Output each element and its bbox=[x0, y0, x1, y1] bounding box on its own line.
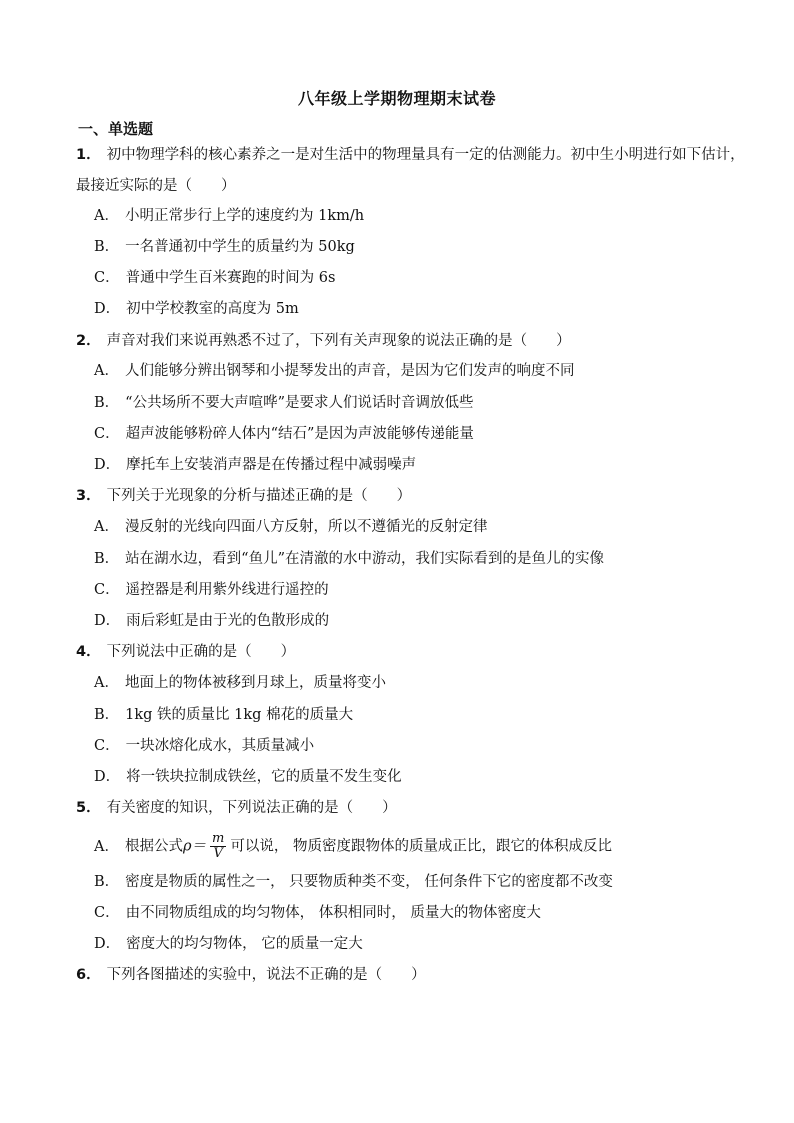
question-number: 1． bbox=[76, 147, 101, 163]
option-text: 初中学校教室的高度为 5m bbox=[126, 301, 299, 317]
option-3c bbox=[94, 580, 754, 600]
option-letter: D． bbox=[94, 936, 121, 952]
option-2d bbox=[94, 455, 754, 475]
question-text: 有关密度的知识，下列说法正确的是（ ） bbox=[106, 800, 397, 816]
option-4c bbox=[94, 736, 754, 756]
option-text: 超声波能够粉碎人体内“结石”是因为声波能够传递能量 bbox=[125, 426, 474, 442]
option-text: 由不同物质组成的均匀物体， 体积相同时， 质量大的物体密度大 bbox=[125, 905, 541, 921]
option-text: 1kg 铁的质量比 1kg 棉花的质量大 bbox=[125, 707, 354, 723]
section-heading: 一、单选题 bbox=[78, 120, 154, 138]
option-4a bbox=[94, 673, 754, 693]
option-text: 雨后彩虹是由于光的色散形成的 bbox=[126, 613, 330, 629]
option-5d bbox=[94, 934, 754, 954]
option-text: 人们能够分辨出钢琴和小提琴发出的声音，是因为它们发声的响度不同 bbox=[124, 363, 575, 379]
question-5 bbox=[76, 793, 756, 824]
option-4d bbox=[94, 767, 754, 787]
option-text: 站在湖水边，看到“鱼儿”在清澈的水中游动，我们实际看到的是鱼儿的实像 bbox=[125, 551, 604, 567]
formula-rho: ρ＝ bbox=[182, 838, 207, 855]
option-3d bbox=[94, 611, 754, 631]
question-text: 初中物理学科的核心素养之一是对生活中的物理量具有一定的估测能力。初中生小明进行如下估计， bbox=[106, 147, 745, 163]
option-letter: A． bbox=[94, 519, 119, 535]
option-letter: C． bbox=[94, 738, 120, 754]
fraction-numerator: m bbox=[212, 831, 225, 846]
page-title: 八年级上学期物理期末试卷 bbox=[297, 89, 496, 108]
question-text: 声音对我们来说再熟悉不过了，下列有关声现象的说法正确的是（ ） bbox=[106, 333, 571, 349]
option-text: 地面上的物体被移到月球上，质量将变小 bbox=[124, 675, 386, 691]
option-letter: D． bbox=[94, 769, 121, 785]
option-letter: B． bbox=[94, 239, 120, 255]
question-text-cont: 最接近实际的是（ ） bbox=[76, 178, 236, 194]
question-text: 下列说法中正确的是（ ） bbox=[106, 644, 296, 660]
option-text: 一块冰熔化成水，其质量减小 bbox=[125, 738, 315, 754]
option-letter: B． bbox=[94, 707, 120, 723]
option-2a bbox=[94, 361, 754, 381]
option-text: 漫反射的光线向四面八方反射，所以不遵循光的反射定律 bbox=[124, 519, 488, 535]
option-text: 一名普通初中学生的质量约为 50kg bbox=[125, 239, 355, 255]
question-number: 6． bbox=[76, 967, 101, 983]
option-letter: D． bbox=[94, 457, 121, 473]
question-2 bbox=[76, 326, 756, 357]
option-letter: D． bbox=[94, 613, 121, 629]
formula-fraction bbox=[210, 832, 226, 861]
option-2b bbox=[94, 393, 754, 413]
question-4 bbox=[76, 637, 756, 668]
option-letter: A． bbox=[94, 208, 119, 224]
question-6 bbox=[76, 960, 756, 991]
question-number: 3． bbox=[76, 488, 101, 504]
option-text: 可以说， 物质密度跟物体的质量成正比，跟它的体积成反比 bbox=[230, 838, 612, 855]
question-1 bbox=[76, 140, 756, 202]
option-letter: C． bbox=[94, 426, 120, 442]
option-letter: A． bbox=[94, 675, 119, 691]
option-3a bbox=[94, 517, 754, 537]
option-5c bbox=[94, 903, 754, 923]
question-number: 5． bbox=[76, 800, 101, 816]
option-1b bbox=[94, 237, 754, 257]
option-5a bbox=[94, 832, 754, 861]
question-text: 下列各图描述的实验中，说法不正确的是（ ） bbox=[106, 967, 426, 983]
option-4b bbox=[94, 705, 754, 725]
option-2c bbox=[94, 424, 754, 444]
option-letter: C． bbox=[94, 582, 120, 598]
option-1c bbox=[94, 268, 754, 288]
option-text: 密度大的均匀物体， 它的质量一定大 bbox=[126, 936, 363, 952]
option-text: 遥控器是利用紫外线进行遥控的 bbox=[125, 582, 329, 598]
option-text: 摩托车上安装消声器是在传播过程中减弱噪声 bbox=[126, 457, 417, 473]
option-1d bbox=[94, 299, 754, 319]
option-letter: C． bbox=[94, 905, 120, 921]
option-text: 将一铁块拉制成铁丝，它的质量不发生变化 bbox=[126, 769, 402, 785]
fraction-denominator: V bbox=[213, 846, 223, 861]
option-text: 密度是物质的属性之一， 只要物质种类不变， 任何条件下它的密度都不改变 bbox=[125, 874, 613, 890]
question-number: 2． bbox=[76, 333, 101, 349]
option-1a bbox=[94, 206, 754, 226]
option-text-pre: 根据公式 bbox=[124, 838, 183, 855]
question-number: 4． bbox=[76, 644, 101, 660]
option-text: 普通中学生百米赛跑的时间为 6s bbox=[125, 270, 336, 286]
option-text: “公共场所不要大声喧哗”是要求人们说话时音调放低些 bbox=[125, 395, 474, 411]
option-letter: B． bbox=[94, 551, 120, 567]
question-text: 下列关于光现象的分析与描述正确的是（ ） bbox=[106, 488, 412, 504]
option-3b bbox=[94, 549, 754, 569]
option-letter: B． bbox=[94, 395, 120, 411]
option-letter: B． bbox=[94, 874, 120, 890]
option-letter: A． bbox=[94, 363, 119, 379]
option-letter: D． bbox=[94, 301, 121, 317]
question-3 bbox=[76, 481, 756, 512]
option-5b bbox=[94, 872, 754, 892]
option-letter: C． bbox=[94, 270, 120, 286]
option-letter: A． bbox=[94, 838, 119, 855]
option-text: 小明正常步行上学的速度约为 1km/h bbox=[124, 208, 365, 224]
